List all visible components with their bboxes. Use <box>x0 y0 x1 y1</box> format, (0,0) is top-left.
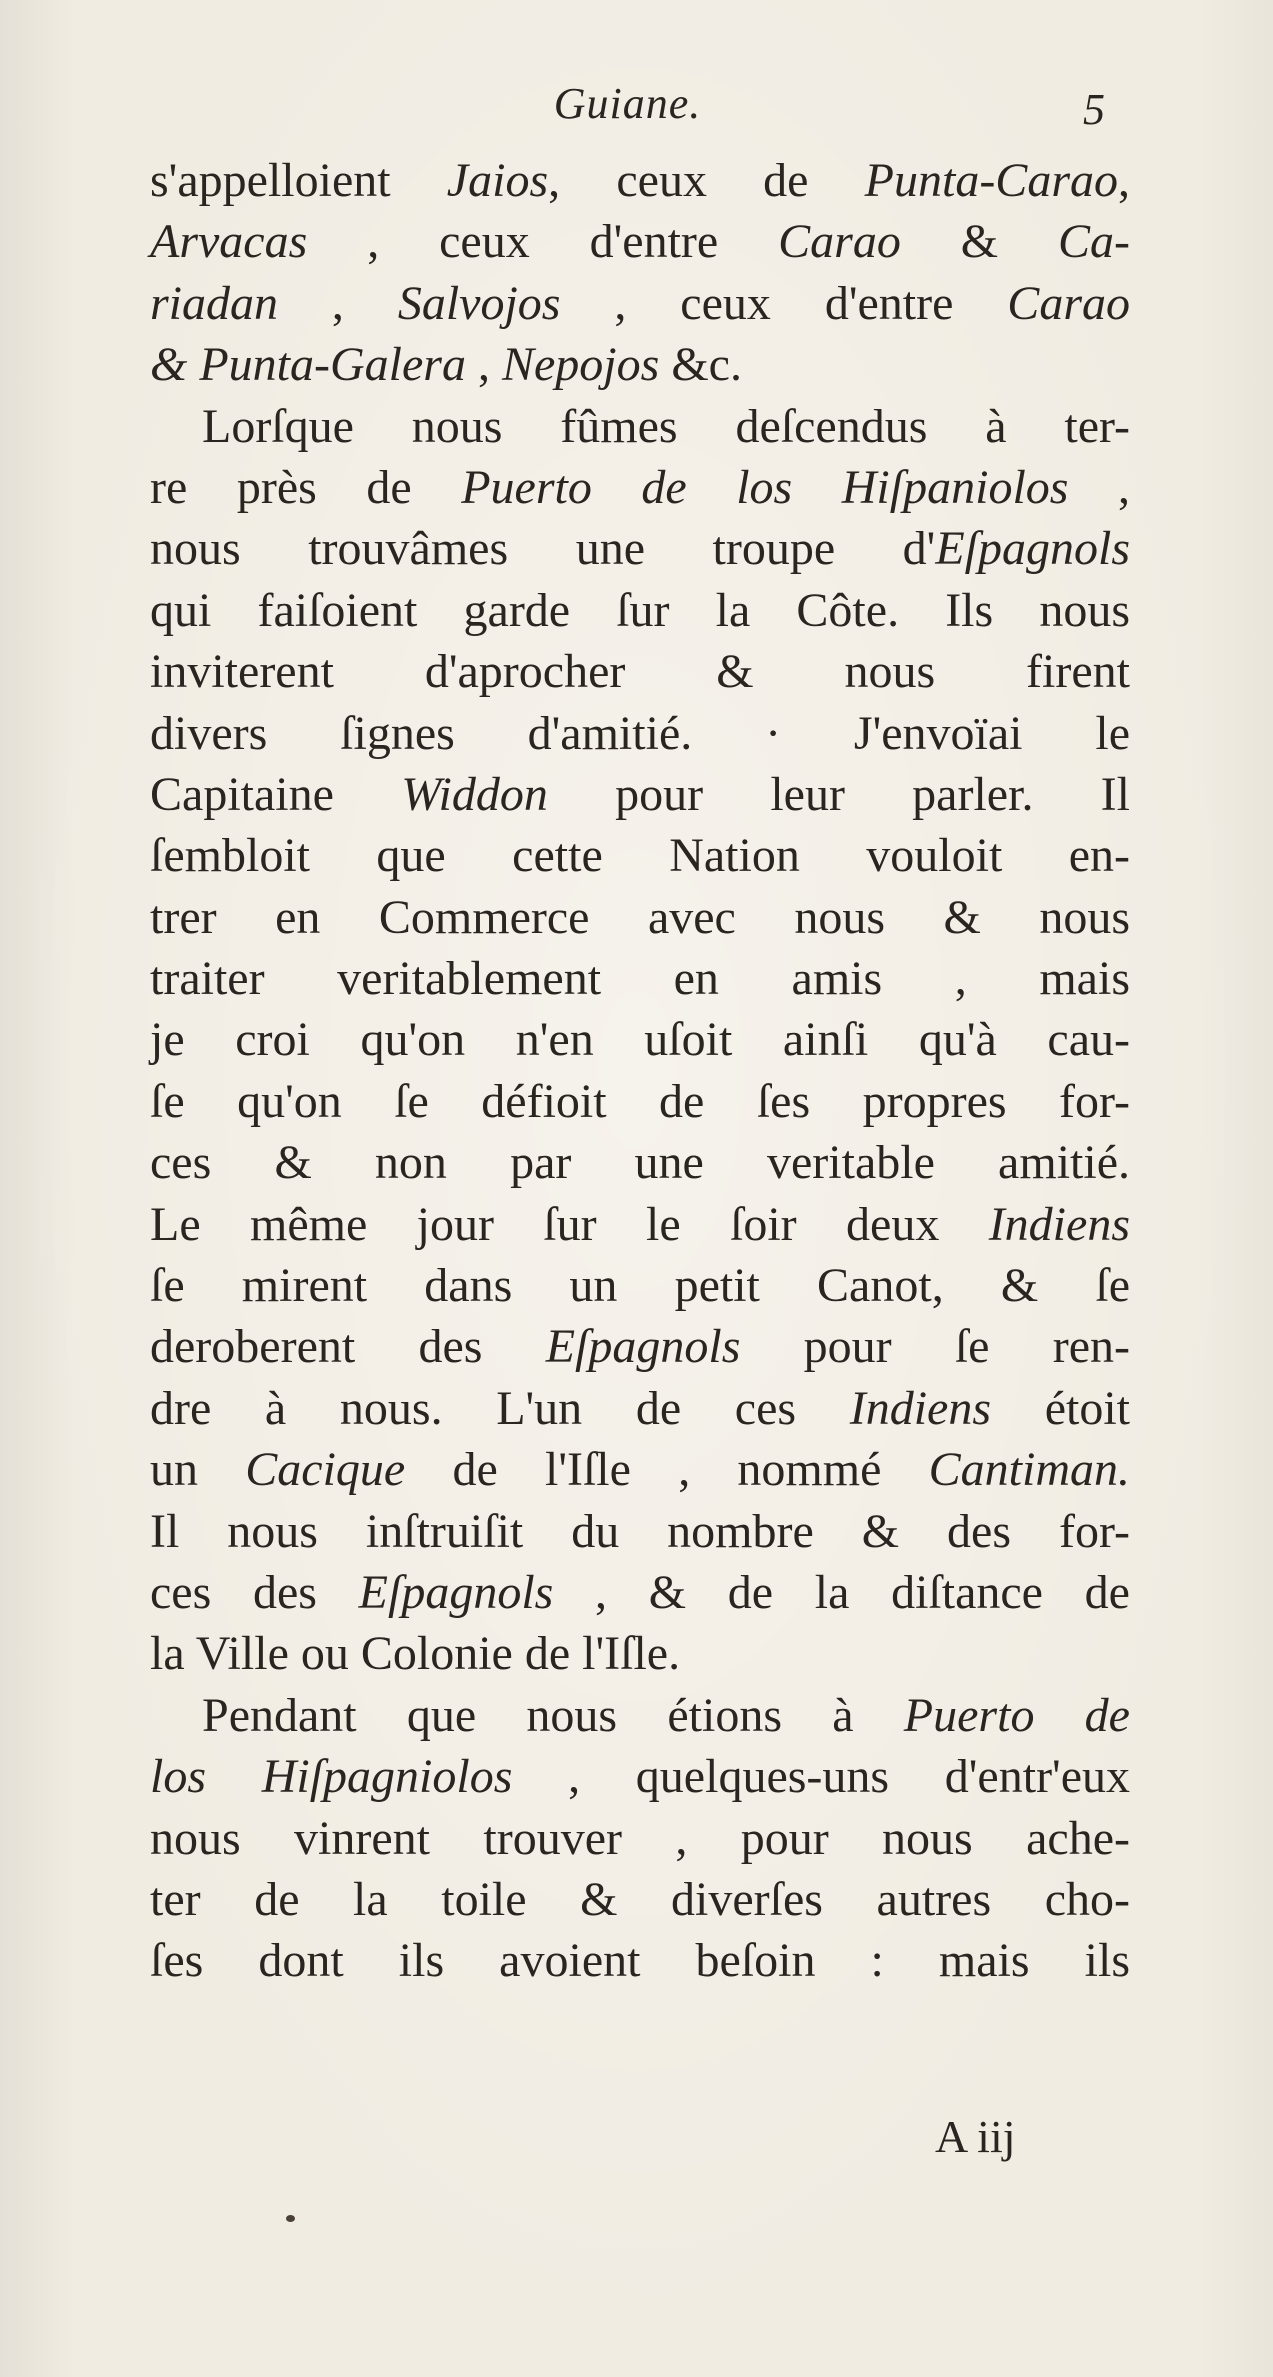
text-segment: pour leur parler. Il <box>547 767 1131 821</box>
text-segment: étoit <box>991 1381 1131 1435</box>
text-segment: s'appelloient <box>150 154 447 207</box>
text-line <box>150 211 1130 272</box>
text-segment: nous trouvâmes une troupe d' <box>150 522 936 576</box>
text-segment: inviterent d'aprocher & nous firent <box>150 645 1130 699</box>
text-line <box>150 1439 1130 1500</box>
text-segment: divers ſignes d'amitié. · J'envoïai le <box>150 706 1130 760</box>
text-segment: Il nous inſtruiſit du nombre & des for- <box>150 1504 1130 1558</box>
text-segment: je croi qu'on n'en uſoit ainſi qu'à cau- <box>150 1013 1130 1067</box>
text-segment: ces des <box>150 1565 359 1619</box>
page-number: 5 <box>1083 85 1105 134</box>
body-text <box>150 150 1130 1992</box>
text-line <box>150 887 1130 948</box>
text-segment: Pendant que nous étions à <box>202 1688 904 1742</box>
text-line <box>150 273 1130 334</box>
italic-segment: Ca- <box>1058 215 1131 269</box>
italic-segment: Jaios <box>446 154 549 207</box>
italic-segment: Indiens <box>988 1197 1130 1251</box>
text-segment: , <box>278 276 398 330</box>
text-line <box>150 1808 1130 1869</box>
text-segment: Lorſque nous fûmes deſcendus à ter- <box>202 399 1130 453</box>
text-segment: & <box>900 215 1059 269</box>
text-line <box>150 150 1130 211</box>
text-line <box>150 1378 1130 1439</box>
italic-segment: & Punta-Galera <box>150 338 466 392</box>
text-segment: la Ville ou Colonie de l'Iſle. <box>150 1627 681 1681</box>
text-line <box>150 641 1130 702</box>
text-line <box>150 580 1130 641</box>
text-line <box>150 1685 1130 1746</box>
text-line <box>150 948 1130 1009</box>
text-line <box>150 1132 1130 1193</box>
text-segment: pour ſe ren- <box>740 1320 1131 1374</box>
text-segment: ces & non par une veritable amitié. <box>150 1136 1130 1190</box>
text-line <box>150 334 1130 395</box>
text-line <box>150 1562 1130 1623</box>
text-segment: , & de la diſtance de <box>553 1565 1130 1619</box>
italic-segment: Carao <box>778 215 901 269</box>
text-segment: traiter veritablement en amis , mais <box>150 952 1130 1006</box>
text-segment: qui faiſoient garde ſur la Côte. Ils nous <box>150 583 1130 637</box>
text-line <box>150 825 1130 886</box>
italic-segment: Eſpagnols <box>358 1565 554 1619</box>
text-segment: ter de la toile & diverſes autres cho- <box>150 1872 1130 1926</box>
text-line <box>150 1930 1130 1991</box>
text-segment: ſe qu'on ſe défioit de ſes propres for- <box>150 1074 1130 1128</box>
italic-segment: Puerto de <box>903 1688 1130 1742</box>
text-segment: Le même jour ſur le ſoir deux <box>150 1197 989 1251</box>
text-segment: ſembloit que cette Nation vouloit en- <box>150 829 1130 883</box>
text-segment: , <box>1068 460 1131 514</box>
italic-segment: riadan <box>150 276 279 330</box>
italic-segment: Arvacas <box>150 215 308 269</box>
text-line <box>150 1869 1130 1930</box>
text-segment: ſes dont ils avoient beſoin : mais ils <box>150 1934 1130 1988</box>
text-line <box>150 1071 1130 1132</box>
text-segment: , ceux d'entre <box>307 215 779 269</box>
text-line <box>150 1746 1130 1807</box>
text-line <box>150 764 1130 825</box>
text-line <box>150 703 1130 764</box>
text-segment: dre à nous. L'un de ces <box>150 1381 850 1435</box>
italic-segment: Punta-Carao <box>864 154 1118 207</box>
text-line <box>150 1501 1130 1562</box>
text-line <box>150 1255 1130 1316</box>
text-segment: de l'Iſle , nommé <box>405 1443 929 1497</box>
ink-spot <box>286 2215 295 2222</box>
text-segment: re près de <box>150 460 462 514</box>
italic-segment: Eſpagnols <box>545 1320 741 1374</box>
italic-segment: Puerto de los Hiſpaniolos <box>461 460 1069 514</box>
text-segment: Capitaine <box>150 767 402 821</box>
text-segment: , <box>465 338 502 392</box>
italic-segment: Nepojos <box>501 338 660 392</box>
italic-segment: Cantiman. <box>928 1443 1131 1497</box>
text-segment: trer en Commerce avec nous & nous <box>150 890 1130 944</box>
italic-segment: Eſpagnols <box>935 522 1130 576</box>
italic-segment: Indiens <box>849 1381 992 1435</box>
text-segment: , quelques-uns d'entr'eux <box>512 1750 1131 1804</box>
italic-segment: Carao <box>1007 276 1130 330</box>
italic-segment: los Hiſpagniolos <box>150 1750 513 1804</box>
text-segment: , ceux d'entre <box>560 276 1008 330</box>
text-segment: , ceux de <box>548 154 865 207</box>
text-segment: deroberent des <box>150 1320 546 1374</box>
text-segment: nous vinrent trouver , pour nous ache- <box>150 1811 1130 1865</box>
text-segment: ſe mirent dans un petit Canot, & ſe <box>150 1259 1130 1313</box>
text-segment: &c. <box>659 338 742 392</box>
text-line <box>150 1009 1130 1070</box>
text-segment: , <box>1118 154 1130 207</box>
text-line <box>150 1316 1130 1377</box>
signature-mark: A iij <box>935 2111 1016 2162</box>
italic-segment: Widdon <box>401 767 548 821</box>
page-header <box>150 78 1105 148</box>
text-line <box>150 1623 1130 1684</box>
running-title: Guiane. <box>553 79 702 128</box>
text-line <box>150 1194 1130 1255</box>
text-segment: un <box>150 1443 246 1497</box>
text-line <box>150 457 1130 518</box>
text-line <box>150 396 1130 457</box>
italic-segment: Cacique <box>245 1443 406 1497</box>
italic-segment: Salvojos <box>397 276 561 330</box>
text-line <box>150 518 1130 579</box>
